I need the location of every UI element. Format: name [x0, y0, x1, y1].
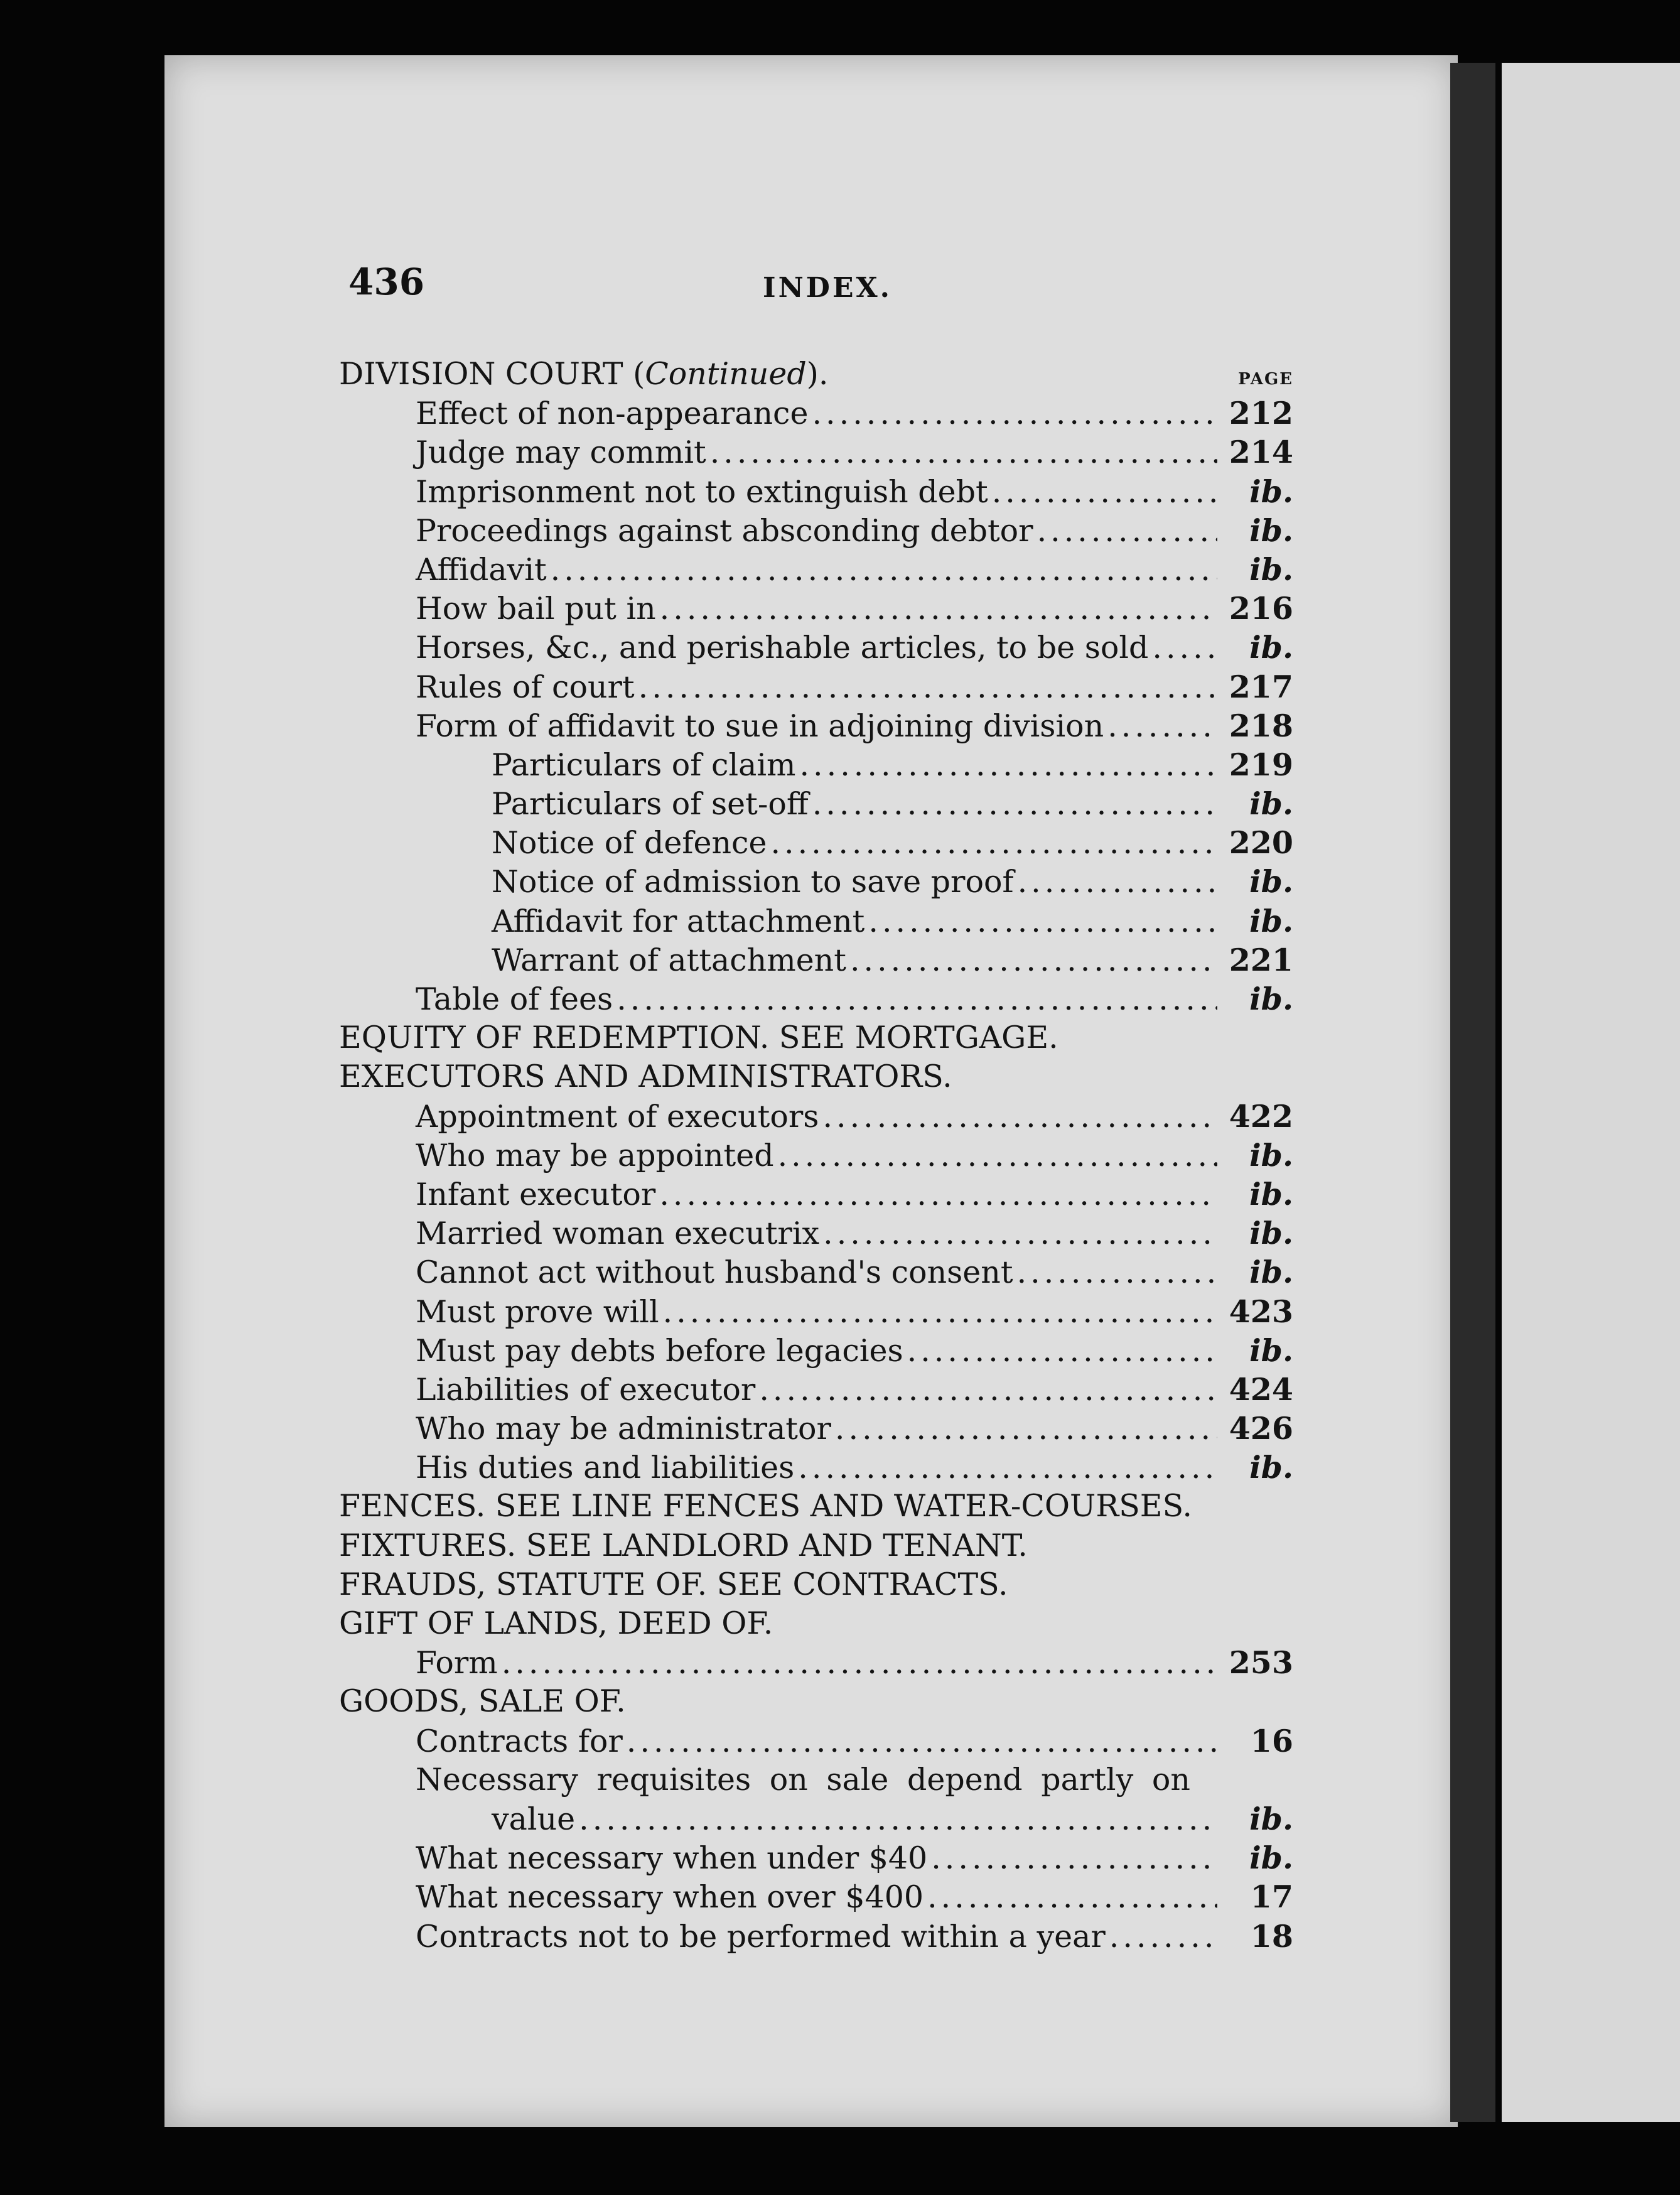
entry-text: Liabilities of executor [416, 1371, 756, 1408]
entry-text: Affidavit for attachment [492, 903, 865, 939]
dot-leader [1152, 628, 1217, 667]
dot-leader [1017, 1253, 1217, 1292]
entry-text: Cannot act without husband's consent [416, 1254, 1013, 1291]
dot-leader [1037, 512, 1217, 551]
entry-text: Form [416, 1645, 498, 1681]
index-entry [339, 1448, 1293, 1487]
entry-page: ib. [1249, 1136, 1293, 1173]
entry-page: 423 [1229, 1293, 1293, 1330]
index-entry [339, 1409, 1293, 1448]
entry-page: ib. [1249, 629, 1293, 666]
index-entry [339, 550, 1293, 589]
dot-leader [663, 1293, 1217, 1332]
entry-text: Judge may commit [416, 434, 706, 471]
entry-page: ib. [1249, 1215, 1293, 1252]
index-entry [339, 1370, 1293, 1409]
index-entry [339, 1214, 1293, 1253]
dot-leader [868, 902, 1217, 941]
entry-text: How bail put in [416, 591, 656, 627]
entry-page: 16 [1250, 1722, 1293, 1759]
heading-tail: ). [806, 356, 829, 392]
entry-text: Form of affidavit to sue in adjoining division [416, 708, 1104, 744]
index-entry [339, 1097, 1293, 1136]
heading-text: FRAUDS, STATUTE OF. SEE CONTRACTS. [339, 1566, 1008, 1602]
dot-leader [660, 590, 1217, 628]
dot-leader [992, 473, 1217, 512]
entry-text: What necessary when over $400 [416, 1879, 924, 1916]
entry-text: value [492, 1801, 576, 1837]
entry-text: Married woman executrix [416, 1216, 820, 1252]
entry-text: Affidavit [416, 551, 547, 588]
entry-text: Effect of non-appearance [416, 396, 809, 432]
facing-page-edge [1502, 63, 1680, 2122]
entry-text: Must prove will [416, 1293, 659, 1330]
page-column-header: PAGE [1238, 370, 1293, 389]
entry-page: 18 [1250, 1917, 1293, 1955]
dot-leader [551, 551, 1217, 590]
entry-page: 253 [1229, 1644, 1293, 1681]
entry-page: 217 [1229, 668, 1293, 705]
entry-text: Particulars of set-off [492, 786, 809, 822]
heading-text: EQUITY OF REDEMPTION. SEE MORTGAGE. [339, 1020, 1058, 1056]
entry-text: Who may be appointed [416, 1137, 774, 1173]
entry-page: 17 [1250, 1879, 1293, 1916]
entry-page: ib. [1249, 1840, 1293, 1877]
heading-text: DIVISION COURT ( [339, 356, 645, 392]
dot-leader [1109, 1917, 1217, 1956]
index-entry [339, 1761, 1293, 1799]
index-entry [339, 1253, 1293, 1292]
entry-page: ib. [1249, 512, 1293, 549]
index-entry [339, 433, 1293, 472]
index-entry [339, 1838, 1293, 1877]
index-entry [339, 667, 1293, 706]
dot-leader [759, 1371, 1217, 1410]
index-heading [339, 1682, 1293, 1721]
index-heading [339, 1565, 1293, 1604]
index-entry [339, 1917, 1293, 1956]
dot-leader [907, 1332, 1217, 1371]
entry-page: 214 [1229, 434, 1293, 471]
dot-leader [812, 785, 1217, 824]
entry-text: Proceedings against absconding debtor [416, 512, 1033, 549]
entry-text: Notice of defence [492, 825, 767, 861]
entry-page: ib. [1249, 1332, 1293, 1369]
entry-text: Horses, &c., and perishable articles, to be sold [416, 630, 1149, 666]
entry-page: 218 [1229, 707, 1293, 744]
book-gutter [1450, 63, 1495, 2122]
index-entry [339, 941, 1293, 979]
entry-text: Particulars of claim [492, 747, 796, 783]
entry-page: ib. [1249, 1254, 1293, 1291]
entry-page: ib. [1249, 551, 1293, 588]
running-head: INDEX. [763, 272, 892, 304]
index-entry [339, 862, 1293, 901]
entry-page: 422 [1229, 1098, 1293, 1135]
entry-page: 424 [1229, 1371, 1293, 1408]
index-entry [339, 1331, 1293, 1370]
index-heading [339, 355, 1293, 394]
index-entry [339, 1175, 1293, 1214]
index-entry [339, 511, 1293, 550]
dot-leader [931, 1839, 1217, 1878]
entry-page: 220 [1229, 824, 1293, 861]
dot-leader [798, 1448, 1217, 1487]
entry-page: ib. [1249, 863, 1293, 900]
index-entry [339, 823, 1293, 862]
entry-text: Contracts for [416, 1723, 623, 1759]
heading-text: FENCES. SEE LINE FENCES AND WATER-COURSES. [339, 1488, 1192, 1524]
page-number: 436 [348, 261, 425, 303]
entry-page: ib. [1249, 473, 1293, 510]
dot-leader [627, 1722, 1217, 1761]
index-entry [339, 1722, 1293, 1761]
dot-leader [1018, 863, 1217, 902]
heading-text: GIFT OF LANDS, DEED OF. [339, 1605, 773, 1641]
index-entry [339, 784, 1293, 823]
dot-leader [638, 668, 1217, 707]
entry-page: ib. [1249, 1449, 1293, 1486]
dot-leader [778, 1136, 1217, 1175]
entry-text: Who may be administrator [416, 1411, 831, 1447]
entry-page: ib. [1249, 1800, 1293, 1837]
index-entry [339, 1877, 1293, 1916]
entry-page: ib. [1249, 981, 1293, 1017]
entry-text: Appointment of executors [416, 1098, 819, 1135]
dot-leader [822, 1098, 1217, 1136]
heading-text: FIXTURES. SEE LANDLORD AND TENANT. [339, 1527, 1028, 1563]
dot-leader [835, 1410, 1217, 1448]
heading-continued: Continued [645, 356, 807, 392]
entry-text: Must pay debts before legacies [416, 1332, 903, 1369]
index-entry [339, 1799, 1293, 1838]
entry-text: Notice of admission to save proof [492, 864, 1014, 900]
entry-text: Necessary requisites on sale depend partly on [416, 1761, 1190, 1798]
heading-text: EXECUTORS AND ADMINISTRATORS. [339, 1059, 952, 1095]
entry-page: ib. [1249, 902, 1293, 939]
entry-text: His duties and liabilities [416, 1450, 795, 1486]
index-heading [339, 1018, 1293, 1057]
dot-leader [927, 1878, 1217, 1917]
dot-leader [659, 1175, 1217, 1214]
dot-leader [617, 980, 1217, 1019]
dot-leader [812, 394, 1217, 433]
index-entry [339, 1643, 1293, 1682]
index-entry [339, 628, 1293, 667]
index-heading [339, 1526, 1293, 1565]
dot-leader [502, 1644, 1217, 1683]
entry-text: Warrant of attachment [492, 942, 846, 978]
entry-text: Rules of court [416, 669, 635, 705]
entry-page: 219 [1229, 746, 1293, 783]
index-list [339, 355, 1293, 1956]
entry-page: ib. [1249, 785, 1293, 822]
dot-leader [710, 433, 1217, 472]
index-entry [339, 1292, 1293, 1331]
entry-text: What necessary when under $40 [416, 1840, 928, 1877]
entry-page: 426 [1229, 1410, 1293, 1447]
index-entry [339, 706, 1293, 745]
heading-text: GOODS, SALE OF. [339, 1683, 626, 1720]
entry-page: 221 [1229, 941, 1293, 978]
dot-leader [799, 746, 1217, 785]
entry-page: 216 [1229, 590, 1293, 627]
index-entry [339, 1136, 1293, 1175]
index-entry [339, 472, 1293, 511]
index-entry [339, 394, 1293, 433]
entry-text: Contracts not to be performed within a year [416, 1918, 1106, 1955]
dot-leader [1107, 707, 1217, 746]
index-entry [339, 902, 1293, 941]
index-entry [339, 979, 1293, 1018]
entry-text: Imprisonment not to extinguish debt [416, 473, 988, 510]
index-heading [339, 1057, 1293, 1096]
dot-leader [850, 941, 1217, 980]
entry-text: Infant executor [416, 1176, 656, 1212]
entry-text: Table of fees [416, 981, 613, 1017]
dot-leader [823, 1214, 1217, 1253]
index-heading [339, 1487, 1293, 1526]
entry-page: 212 [1229, 395, 1293, 432]
index-entry [339, 745, 1293, 784]
index-entry [339, 589, 1293, 628]
dot-leader [579, 1800, 1217, 1839]
index-heading [339, 1604, 1293, 1643]
dot-leader [770, 824, 1217, 863]
entry-page: ib. [1249, 1175, 1293, 1212]
